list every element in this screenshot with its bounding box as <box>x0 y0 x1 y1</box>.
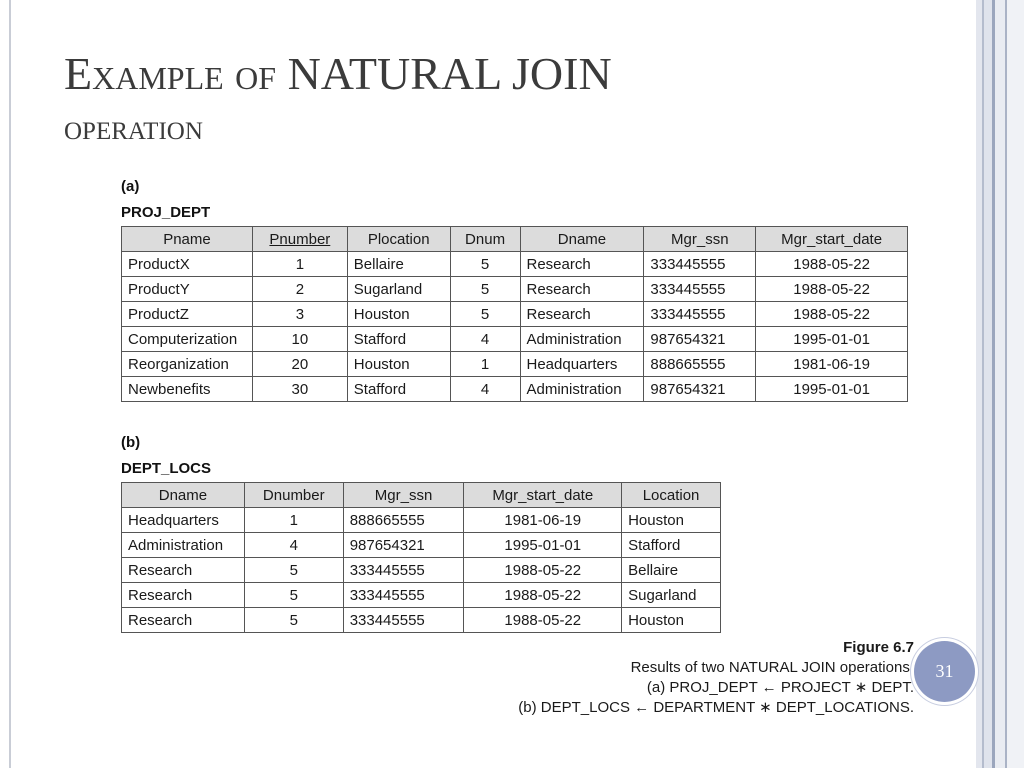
table-cell: Stafford <box>347 377 450 402</box>
table-cell: 987654321 <box>644 377 756 402</box>
table-cell: ProductY <box>122 277 253 302</box>
table-cell: 3 <box>252 302 347 327</box>
table-header-row <box>122 227 908 252</box>
column-header: Dnum <box>450 227 520 252</box>
table-cell: ProductX <box>122 252 253 277</box>
table-row <box>122 302 908 327</box>
left-border-line <box>9 0 11 768</box>
table-cell: Sugarland <box>622 583 721 608</box>
column-header: Mgr_start_date <box>464 483 622 508</box>
table-cell: 1988-05-22 <box>464 583 622 608</box>
table-cell: Research <box>520 252 644 277</box>
table-cell: 1995-01-01 <box>756 377 908 402</box>
proj-dept-table <box>121 226 908 402</box>
table-row <box>122 533 721 558</box>
figure-number: Figure 6.7 <box>843 639 914 656</box>
table-cell: Bellaire <box>347 252 450 277</box>
table-cell: 333445555 <box>644 302 756 327</box>
table-cell: 333445555 <box>644 277 756 302</box>
column-header: Plocation <box>347 227 450 252</box>
table-cell: 888665555 <box>644 352 756 377</box>
table-cell: Houston <box>347 302 450 327</box>
table-row <box>122 608 721 633</box>
table-cell: Stafford <box>622 533 721 558</box>
table-cell: 1988-05-22 <box>464 558 622 583</box>
table-cell: 1981-06-19 <box>464 508 622 533</box>
table-cell: 20 <box>252 352 347 377</box>
table-cell: 10 <box>252 327 347 352</box>
column-header: Mgr_ssn <box>644 227 756 252</box>
table-cell: 1995-01-01 <box>464 533 622 558</box>
table-cell: Sugarland <box>347 277 450 302</box>
table-row <box>122 558 721 583</box>
caption-line: (a) PROJ_DEPT ← PROJECT ∗ DEPT. <box>646 679 914 696</box>
dept-locs-table <box>121 482 721 633</box>
table-row <box>122 277 908 302</box>
slide-title <box>64 46 944 150</box>
table-cell: 4 <box>244 533 343 558</box>
table-cell: Research <box>520 277 644 302</box>
title-line-1: Example of NATURAL JOIN <box>64 48 612 99</box>
table-cell: 4 <box>450 377 520 402</box>
table-cell: Houston <box>347 352 450 377</box>
primary-key-label: Pnumber <box>269 230 331 248</box>
table-cell: Stafford <box>347 327 450 352</box>
table-cell: 1988-05-22 <box>756 302 908 327</box>
table-cell: Bellaire <box>622 558 721 583</box>
column-header: Mgr_start_date <box>756 227 908 252</box>
table-cell: 1981-06-19 <box>756 352 908 377</box>
table-cell: 1 <box>450 352 520 377</box>
table-cell: 30 <box>252 377 347 402</box>
caption-line: Results of two NATURAL JOIN operations. <box>630 659 914 676</box>
table-cell: Research <box>520 302 644 327</box>
table-cell: 1 <box>252 252 347 277</box>
table-cell: Research <box>122 558 245 583</box>
part-b-label: (b) <box>121 434 141 451</box>
table-cell: 4 <box>450 327 520 352</box>
table-cell: 1995-01-01 <box>756 327 908 352</box>
table-row <box>122 352 908 377</box>
table-cell: 1 <box>244 508 343 533</box>
table-row <box>122 327 908 352</box>
proj-dept-table-name: PROJ_DEPT <box>121 204 211 221</box>
table-cell: 333445555 <box>343 558 464 583</box>
table-cell: Headquarters <box>122 508 245 533</box>
column-header: Dnumber <box>244 483 343 508</box>
table-cell: 888665555 <box>343 508 464 533</box>
table-cell: 1988-05-22 <box>756 252 908 277</box>
table-cell: 5 <box>244 583 343 608</box>
figure-caption <box>518 638 914 718</box>
table-cell: 5 <box>244 608 343 633</box>
title-line-2: operation <box>64 107 203 148</box>
table-row <box>122 583 721 608</box>
column-header: Location <box>622 483 721 508</box>
caption-line: (b) DEPT_LOCS ← DEPARTMENT ∗ DEPT_LOCATIONS. <box>518 699 914 716</box>
table-cell: 2 <box>252 277 347 302</box>
table-cell: Computerization <box>122 327 253 352</box>
column-header <box>252 227 347 252</box>
table-header-row <box>122 483 721 508</box>
table-cell: 5 <box>450 277 520 302</box>
table-cell: Headquarters <box>520 352 644 377</box>
right-decorative-stripes <box>976 0 1024 768</box>
table-cell: 987654321 <box>343 533 464 558</box>
table-cell: 987654321 <box>644 327 756 352</box>
table-cell: Administration <box>520 377 644 402</box>
table-cell: Administration <box>520 327 644 352</box>
table-row <box>122 252 908 277</box>
column-header: Pname <box>122 227 253 252</box>
table-cell: Research <box>122 583 245 608</box>
table-cell: Reorganization <box>122 352 253 377</box>
table-row <box>122 377 908 402</box>
table-cell: 5 <box>450 252 520 277</box>
dept-locs-table-name: DEPT_LOCS <box>121 460 212 477</box>
table-cell: ProductZ <box>122 302 253 327</box>
table-cell: Research <box>122 608 245 633</box>
table-cell: Newbenefits <box>122 377 253 402</box>
table-cell: 333445555 <box>644 252 756 277</box>
column-header: Mgr_ssn <box>343 483 464 508</box>
table-cell: 5 <box>244 558 343 583</box>
table-cell: 333445555 <box>343 583 464 608</box>
part-a-label: (a) <box>121 178 140 195</box>
table-cell: 333445555 <box>343 608 464 633</box>
page-number-badge: 31 <box>914 641 975 702</box>
column-header: Dname <box>520 227 644 252</box>
table-cell: 1988-05-22 <box>756 277 908 302</box>
table-cell: 1988-05-22 <box>464 608 622 633</box>
column-header: Dname <box>122 483 245 508</box>
table-cell: 5 <box>450 302 520 327</box>
table-cell: Houston <box>622 508 721 533</box>
table-cell: Houston <box>622 608 721 633</box>
table-cell: Administration <box>122 533 245 558</box>
table-row <box>122 508 721 533</box>
